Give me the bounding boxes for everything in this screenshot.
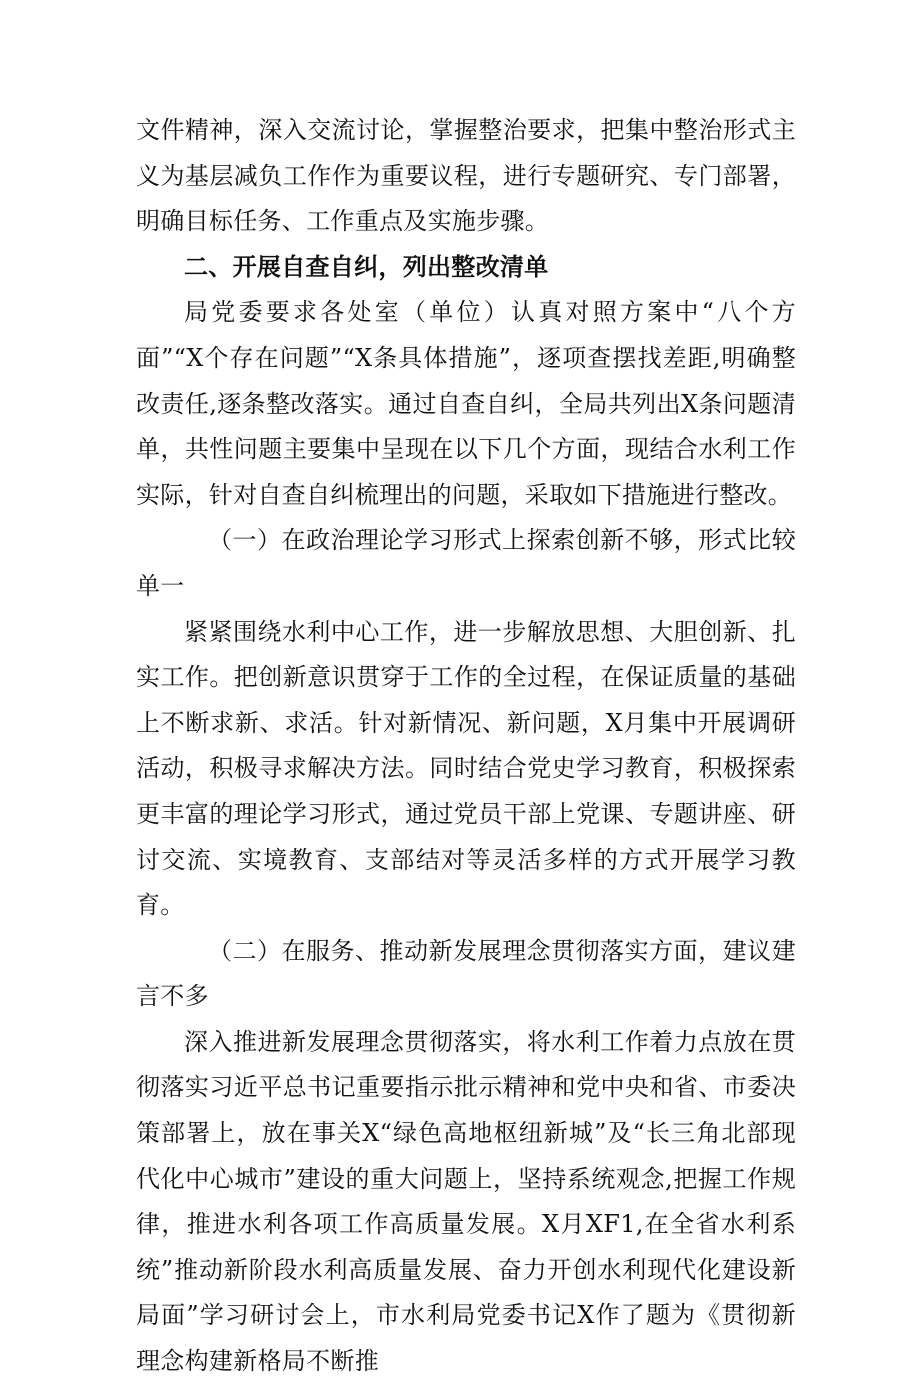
paragraph-continued: 文件精神，深入交流讨论，掌握整治要求，把集中整治形式主义为基层减负工作作为重要议程，进行专题研究、专门部署，明确目标任务、工作重点及实施步骤。	[136, 116, 796, 236]
document-body	[136, 108, 796, 1385]
section-heading: 二、开展自查自纠，列出整改清单	[184, 252, 549, 281]
paragraph: 局党委要求各处室（单位）认真对照方案中“八个方面”“X个存在问题”“X条具体措施”，逐项查摆找差距,明确整改责任,逐条整改落实。通过自查自纠，全局共列出X条问题清单，共性问题主要集中呈现在以下几个方面，现结合水利工作实际，针对自查自纠梳理出的问题，采取如下措施进行整改。	[136, 298, 796, 509]
subsection-heading: （一）在政治理论学习形式上探索创新不够，形式比较单一	[136, 526, 796, 600]
subsection-heading: （二）在服务、推动新发展理念贯彻落实方面，建议建言不多	[136, 936, 796, 1011]
paragraph: 紧紧围绕水利中心工作，进一步解放思想、大胆创新、扎实工作。把创新意识贯穿于工作的全过程，在保证质量的基础上不断求新、求活。针对新情况、新问题，X月集中开展调研活动，积极寻求解决方法。同时结合党史学习教育，积极探索更丰富的理论学习形式，通过党员干部上党课、专题讲座、研讨交流、实境教育、支部结对等灵活多样的方式开展学习教育。	[136, 617, 796, 920]
paragraph: 深入推进新发展理念贯彻落实，将水利工作着力点放在贯彻落实习近平总书记重要指示批示精神和党中央和省、市委决策部署上，放在事关X“绿色高地枢纽新城”及“长三角北部现代化中心城市”建设的重大问题上，坚持系统观念,把握工作规律，推进水利各项工作高质量发展。X月XF1,在全省水利系统”推动新阶段水利高质量发展、奋力开创水利现代化建设新局面”学习研讨会上，市水利局党委书记X作了题为《贯彻新理念构建新格局不断推	[136, 1027, 796, 1376]
